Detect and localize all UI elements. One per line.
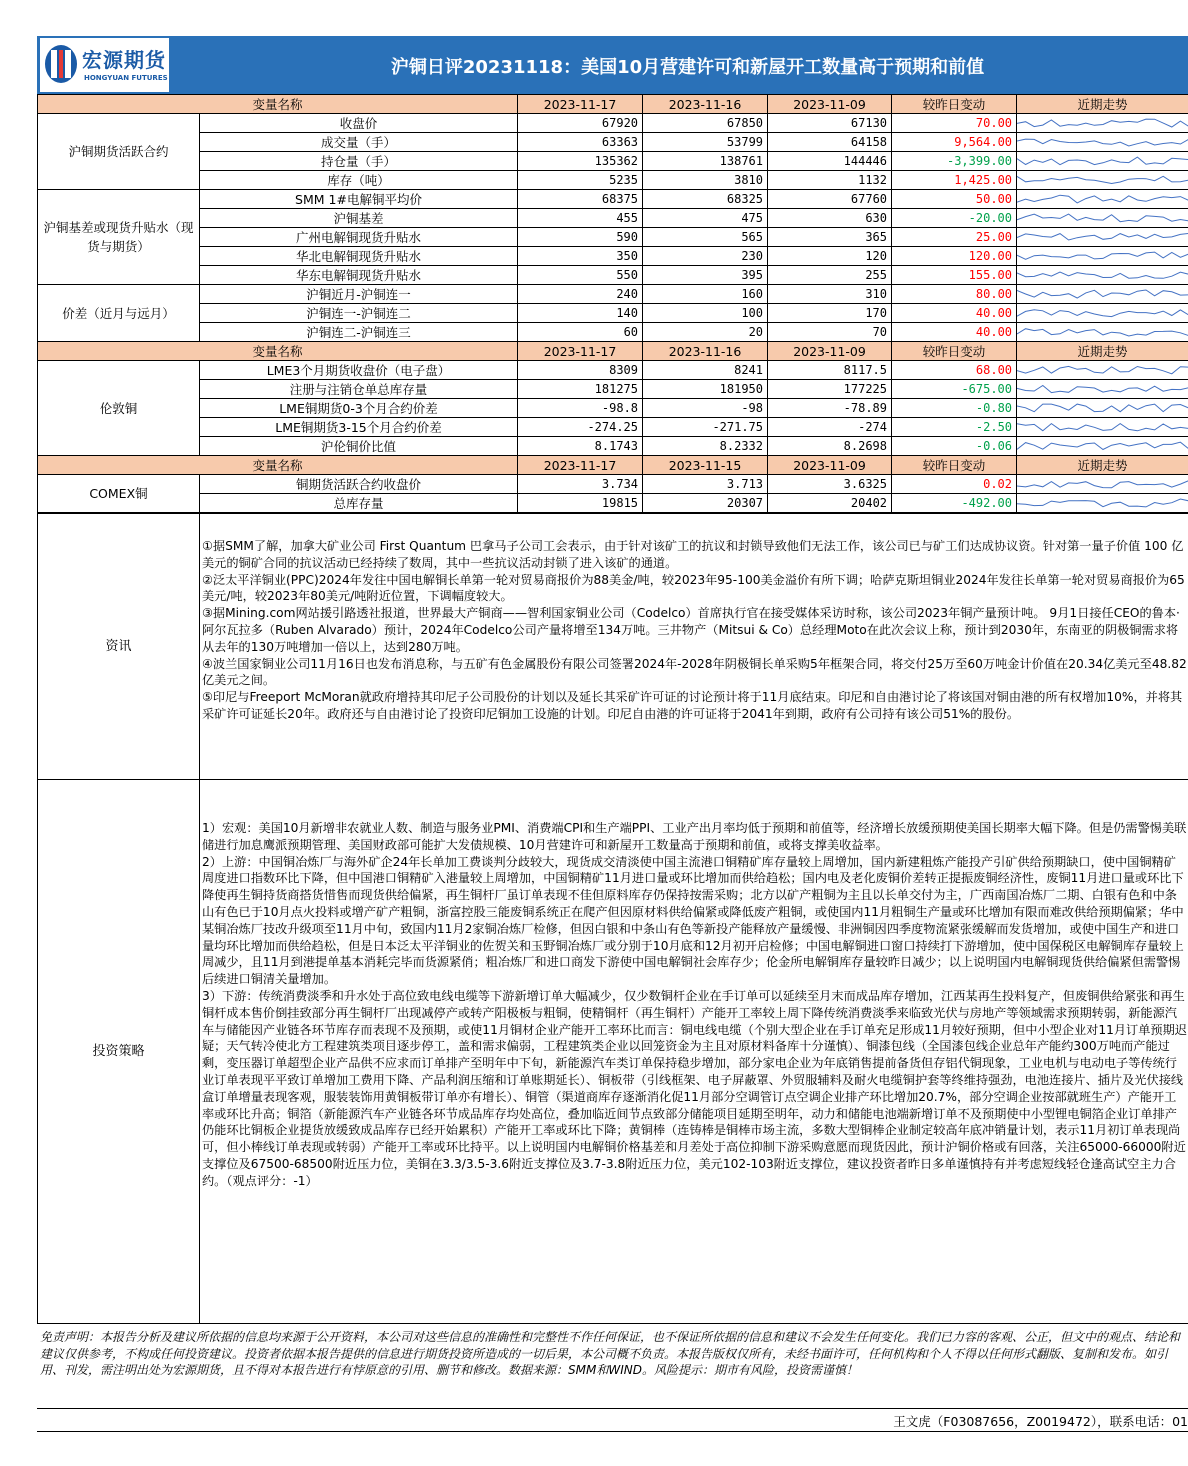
strategy-content <box>200 780 1188 1324</box>
value-cell: 8117.5 <box>768 361 892 380</box>
value-cell: 310 <box>768 285 892 304</box>
value-cell: 3810 <box>643 171 768 190</box>
table-row <box>38 171 1188 190</box>
change-cell: -20.00 <box>892 209 1017 228</box>
change-cell: -675.00 <box>892 380 1017 399</box>
variable-name: 沪伦铜价比值 <box>200 437 518 456</box>
variable-name: 收盘价 <box>200 114 518 133</box>
column-header: 2023-11-16 <box>643 342 768 361</box>
sparkline-icon <box>1017 418 1188 436</box>
value-cell: 135362 <box>518 152 643 171</box>
value-cell: 53799 <box>643 133 768 152</box>
column-header: 2023-11-09 <box>768 456 892 475</box>
sparkline-icon <box>1017 323 1188 341</box>
value-cell: 67920 <box>518 114 643 133</box>
table-row <box>38 114 1188 133</box>
news-content <box>200 514 1188 780</box>
trend-sparkline <box>1017 380 1188 399</box>
value-cell: 144446 <box>768 152 892 171</box>
group-label: 沪铜期货活跃合约 <box>38 114 200 190</box>
change-cell: 50.00 <box>892 190 1017 209</box>
change-cell: 155.00 <box>892 266 1017 285</box>
variable-name: LME3个月期货收盘价（电子盘） <box>200 361 518 380</box>
sparkline-icon <box>1017 399 1188 417</box>
change-cell: 40.00 <box>892 323 1017 342</box>
value-cell: 590 <box>518 228 643 247</box>
value-cell: 475 <box>643 209 768 228</box>
author-contact: 王文虎（F03087656，Z0019472），联系电话：01 <box>893 1414 1188 1429</box>
sparkline-icon <box>1017 494 1188 512</box>
trend-sparkline <box>1017 361 1188 380</box>
column-header: 变量名称 <box>38 95 518 114</box>
value-cell: 8.2332 <box>643 437 768 456</box>
trend-sparkline <box>1017 323 1188 342</box>
table-row <box>38 228 1188 247</box>
value-cell: 3.6325 <box>768 475 892 494</box>
sparkline-icon <box>1017 247 1188 265</box>
value-cell: 455 <box>518 209 643 228</box>
value-cell: 5235 <box>518 171 643 190</box>
variable-name: 铜期货活跃合约收盘价 <box>200 475 518 494</box>
news-label: 资讯 <box>38 514 200 780</box>
value-cell: 395 <box>643 266 768 285</box>
value-cell: -98 <box>643 399 768 418</box>
variable-name: 华北电解铜现货升贴水 <box>200 247 518 266</box>
table-row <box>38 323 1188 342</box>
value-cell: 8241 <box>643 361 768 380</box>
strategy-label: 投资策略 <box>38 780 200 1324</box>
table-row <box>38 361 1188 380</box>
value-cell: 181275 <box>518 380 643 399</box>
change-cell: 0.02 <box>892 475 1017 494</box>
change-cell: -0.06 <box>892 437 1017 456</box>
value-cell: 70 <box>768 323 892 342</box>
column-header: 2023-11-17 <box>518 456 643 475</box>
trend-sparkline <box>1017 228 1188 247</box>
variable-name: 沪铜连二-沪铜连三 <box>200 323 518 342</box>
variable-name: 成交量（手） <box>200 133 518 152</box>
value-cell: 138761 <box>643 152 768 171</box>
value-cell: 550 <box>518 266 643 285</box>
sparkline-icon <box>1017 152 1188 170</box>
section-header-row <box>38 95 1188 114</box>
trend-sparkline <box>1017 437 1188 456</box>
table-row <box>38 418 1188 437</box>
table-row <box>38 437 1188 456</box>
trend-sparkline <box>1017 285 1188 304</box>
value-cell: -274 <box>768 418 892 437</box>
value-cell: 19815 <box>518 494 643 513</box>
value-cell: 100 <box>643 304 768 323</box>
column-header: 近期走势 <box>1017 342 1188 361</box>
value-cell: 67760 <box>768 190 892 209</box>
change-cell: 70.00 <box>892 114 1017 133</box>
news-paragraph: ③据Mining.com网站援引路透社报道，世界最大产铜商——智利国家铜业公司（Codelco）首席执行官在接受媒体采访时称，该公司2023年铜产量预计吨。 9月1日接任CEO的鲁本·阿尔瓦拉多（Ruben Alvarado）预计，2024年Codelco公司产量将增至134万吨。三井物产（Mitsui & Co）总经理Moto在此次会议上称，预计到2030年，东南亚的阴极铜需求将从去年的130万吨增加一倍以上，达到280万吨。 <box>202 606 1180 654</box>
value-cell: 240 <box>518 285 643 304</box>
value-cell: 8309 <box>518 361 643 380</box>
column-header: 2023-11-15 <box>643 456 768 475</box>
value-cell: 64158 <box>768 133 892 152</box>
sparkline-icon <box>1017 114 1188 132</box>
sparkline-icon <box>1017 437 1188 455</box>
sparkline-icon <box>1017 266 1188 284</box>
value-cell: 120 <box>768 247 892 266</box>
sparkline-icon <box>1017 171 1188 189</box>
hongyuan-logo-icon <box>44 44 78 84</box>
value-cell: 20402 <box>768 494 892 513</box>
sparkline-icon <box>1017 228 1188 246</box>
value-cell: 230 <box>643 247 768 266</box>
trend-sparkline <box>1017 266 1188 285</box>
section-header-row <box>38 456 1188 475</box>
group-label: 伦敦铜 <box>38 361 200 456</box>
change-cell: 80.00 <box>892 285 1017 304</box>
news-paragraph: ①据SMM了解，加拿大矿业公司 First Quantum 巴拿马子公司工会表示，由于针对该矿工的抗议和封锁导致他们无法工作，该公司已与矿工们达成协议资。针对第一量子价值 100 亿美元的铜矿合同的抗议活动已经持续了数周，其中一些抗议活动封锁了进入该矿的通道。 <box>202 539 1184 570</box>
table-row <box>38 399 1188 418</box>
logo-text-en: HONGYUAN FUTURES <box>84 74 168 82</box>
value-cell: 365 <box>768 228 892 247</box>
sparkline-icon <box>1017 133 1188 151</box>
variable-name: 注册与注销仓单总库存量 <box>200 380 518 399</box>
value-cell: 67850 <box>643 114 768 133</box>
value-cell: 60 <box>518 323 643 342</box>
variable-name: 总库存量 <box>200 494 518 513</box>
report-header <box>37 36 1188 94</box>
table-row <box>38 304 1188 323</box>
trend-sparkline <box>1017 209 1188 228</box>
value-cell: 177225 <box>768 380 892 399</box>
trend-sparkline <box>1017 418 1188 437</box>
column-header: 较昨日变动 <box>892 342 1017 361</box>
column-header: 变量名称 <box>38 456 518 475</box>
strategy-paragraph: 1）宏观：美国10月新增非农就业人数、制造与服务业PMI、消费端CPI和生产端PPI、工业产出月率均低于预期和前值等，经济增长放缓预期使美国长期率大幅下降。但是仍需警惕美联储进行加息鹰派预期管理、美国财政部可能扩大发债规模、10月营建许可和新屋开工数量高于预期和前值，或将支撑美收益率。 <box>202 821 1187 852</box>
column-header: 2023-11-09 <box>768 342 892 361</box>
table-row <box>38 266 1188 285</box>
variable-name: 沪铜连一-沪铜连二 <box>200 304 518 323</box>
table-row <box>38 285 1188 304</box>
column-header: 较昨日变动 <box>892 95 1017 114</box>
value-cell: 140 <box>518 304 643 323</box>
trend-sparkline <box>1017 399 1188 418</box>
value-cell: 630 <box>768 209 892 228</box>
value-cell: 8.2698 <box>768 437 892 456</box>
variable-name: 广州电解铜现货升贴水 <box>200 228 518 247</box>
sparkline-icon <box>1017 190 1188 208</box>
value-cell: 20 <box>643 323 768 342</box>
value-cell: 255 <box>768 266 892 285</box>
column-header: 近期走势 <box>1017 95 1188 114</box>
sparkline-icon <box>1017 285 1188 303</box>
value-cell: -271.75 <box>643 418 768 437</box>
table-row <box>38 247 1188 266</box>
trend-sparkline <box>1017 190 1188 209</box>
column-header: 2023-11-16 <box>643 95 768 114</box>
report-title: 沪铜日评20231118：美国10月营建许可和新屋开工数量高于预期和前值 <box>390 57 985 78</box>
strategy-paragraph: 3）下游：传统消费淡季和升水处于高位致电线电缆等下游新增订单大幅减少，仅少数铜杆企业在手订单可以延续至月末而成品库存增加，江西某再生投料复产，但废铜供给紧张和再生铜杆成本售价倒挂致部分再生铜杆厂出现减停产或转产阳极板与粗铜，使精铜杆（再生铜杆）产能开工率较上周下降传统消费淡季来临致光伏与房地产等领域需求预期转弱，新能源汽车与储能因产业链各环节库存而表现不及预期，或使11月铜材企业产能开工率环比而言：铜电线电缆（个别大型企业在手订单充足形成11月较好预期，但中小型企业对11月订单预期迟疑；天气转冷使北方工程建筑类项目逐步停工，盖和需求偏弱，工程建筑类企业以回笼资金为主且对原材料备库十分谨慎）、铜漆包线（全国漆包线企业总年产能约300万吨而产能过剩，变压器订单超型企业产品供不应求而订单排产至明年中下旬，新能源汽车类订单保持稳步增加，部分家电企业为年底销售提前备货但存铝代铜现象，工业电机与电动电子等传统行业订单表现平平致订单增加工费用下降、产品利润压缩和订单账期延长）、铜板带（引线框架、电子屏蔽罩、外贸服辅料及耐火电缆铜护套等终维持强劲，电池连接片、插片及光伏接线盒订单增量表现客观，服装装饰用黄铜板带订单亦有增长）、铜管（渠道商库存逐渐消化促11月部分空调管订点空调企业排产环比增加20.7%，部分空调企业按部就班生产）产能开工率或环比升高；铜箔（新能源汽车产业链各环节成品库存均处高位，叠加临近间节点致部分储能项目延期至明年，动力和储能电池端新增订单不及预期使中小型锂电铜箔企业订单排产仍能环比铜板企业提货放缓致成品库存已经开始累积）产能开工率或环比下降；黄铜棒（连铸棒是铜棒市场主流，多数大型铜棒企业制定较高年底冲销量计划，表示11月初订单表现尚可，但小棒线订单表现或转弱）产能开工率或环比持平。以上说明国内电解铜价格基差和月差处于高位抑制下游采购意愿而现货因此，预计沪铜价格或有回落，关注65000-66000附近支撑位及67500-68500附近压力位，美铜在3.3/3.5-3.6附近支撑位及3.7-3.8附近压力位，美元102-103附近支撑位，建议投资者昨日多单谨慎持有并考虑短线轻仓逢高试空主力合约。（观点评分：-1） <box>202 988 1187 1188</box>
news-paragraph: ②泛太平洋铜业(PPC)2024年发往中国电解铜长单第一轮对贸易商报价为88美金/吨，较2023年95-100美金溢价有所下调；哈萨克斯坦铜业2024年发往长单第一轮对贸易商报价为65美元/吨，较2023年80美元/吨附近位置，下调幅度较大。 <box>202 572 1185 604</box>
sparkline-icon <box>1017 361 1188 379</box>
strategy-paragraph: 2）上游：中国铜冶炼厂与海外矿企24年长单加工费谈判分歧较大，现货成交清淡使中国主流港口铜精矿库存量较上周增加，国内新建粗炼产能投产引矿供给预期缺口，使中国铜精矿周度进口指数环比下降，但中国港口铜精矿入港量较上周增加，中国铜精矿11月进口量或环比增加而供给趋松；国内电及老化废铜价差转正提振废铜经济性，废铜11月进口量或环比下降使再生铜持货商搭货惜售而现货供给偏紧，再生铜杆厂虽订单表现不佳但原料库存仍保持按需采购；北方以矿产粗铜为主且以长单交付为主，广西南国冶炼厂二期、白银有色和中条山有色已于10月点火投料或增产矿产粗铜，浙富控股三能废铜系统正在爬产但因原材料供给偏紧或降低废产粗铜，或使国内11月粗铜生产量或环比增加有限而难改供给预期偏紧；华中某铜冶炼厂技改升级项至11月中旬，致国内11月2家铜冶炼厂检修，但因白银和中条山有色等新投产能释放产量缓慢、非洲铜因四季度物流紧张缓解而发货增加，或使中国生产和进口量均环比增加而供给趋松，但是日本泛太平洋铜业的佐贺关和玉野铜冶炼厂或分别于10月底和12月初开启检修；中国电解铜进口窗口持续打下游增加，使中国保税区电解铜库存量较上周减少，且11月到港提单基本消耗完毕而货源紧俏；粗冶炼厂和进口商发下游使中国电解铜社会库存少；伦金所电解铜库存量较昨日减少；以上说明国内电解铜现货供给偏紧但需警惕后续进口铜清关量增加。 <box>202 854 1184 987</box>
sparkline-icon <box>1017 209 1188 227</box>
trend-sparkline <box>1017 171 1188 190</box>
trend-sparkline <box>1017 114 1188 133</box>
change-cell: -2.50 <box>892 418 1017 437</box>
value-cell: -98.8 <box>518 399 643 418</box>
variable-name: 库存（吨） <box>200 171 518 190</box>
text-table <box>37 513 1188 1324</box>
value-cell: 565 <box>643 228 768 247</box>
value-cell: -78.89 <box>768 399 892 418</box>
column-header: 近期走势 <box>1017 456 1188 475</box>
trend-sparkline <box>1017 475 1188 494</box>
variable-name: 持仓量（手） <box>200 152 518 171</box>
value-cell: -274.25 <box>518 418 643 437</box>
value-cell: 68375 <box>518 190 643 209</box>
value-cell: 350 <box>518 247 643 266</box>
column-header: 2023-11-17 <box>518 95 643 114</box>
change-cell: -492.00 <box>892 494 1017 513</box>
table-row <box>38 133 1188 152</box>
variable-name: LME铜期货0-3个月合约价差 <box>200 399 518 418</box>
trend-sparkline <box>1017 133 1188 152</box>
value-cell: 3.713 <box>643 475 768 494</box>
value-cell: 170 <box>768 304 892 323</box>
value-cell: 181950 <box>643 380 768 399</box>
change-cell: 40.00 <box>892 304 1017 323</box>
sparkline-icon <box>1017 380 1188 398</box>
table-row <box>38 152 1188 171</box>
section-header-row <box>38 342 1188 361</box>
value-cell: 68325 <box>643 190 768 209</box>
trend-sparkline <box>1017 304 1188 323</box>
change-cell: 120.00 <box>892 247 1017 266</box>
trend-sparkline <box>1017 494 1188 513</box>
group-label: 价差（近月与远月） <box>38 285 200 342</box>
change-cell: -0.80 <box>892 399 1017 418</box>
news-paragraph: ④波兰国家铜业公司11月16日也发布消息称，与五矿有色金属股份有限公司签署2024年-2028年阴极铜长单采购5年框架合同，将交付25万至60万吨金计价值在20.34亿美元至48.82亿美元之间。 <box>202 656 1187 688</box>
value-cell: 20307 <box>643 494 768 513</box>
disclaimer: 免责声明：本报告分析及建议所依据的信息均来源于公开资料，本公司对这些信息的准确性和完整性不作任何保证，也不保证所依据的信息和建议不会发生任何变化。我们已力容的客观、公正，但文中的观点、结论和建议仅供参考，不构成任何投资建议。投资者依据本报告提供的信息进行期货投资所造成的一切后果，本公司概不负责。本报告版权仅所有，未经书面许可，任何机构和个人不得以任何形式翻版、复制和发布。如引用、刊发，需注明出处为宏源期货，且不得对本报告进行有悖原意的引用、删节和修改。数据来源：SMM和WIND。风险提示：期市有风险，投资需谨慎！ <box>40 1330 1181 1378</box>
value-cell: 8.1743 <box>518 437 643 456</box>
change-cell: -3,399.00 <box>892 152 1017 171</box>
change-cell: 1,425.00 <box>892 171 1017 190</box>
report-sheet <box>37 36 1188 1400</box>
column-header: 2023-11-17 <box>518 342 643 361</box>
author-line <box>37 1408 1188 1432</box>
change-cell: 25.00 <box>892 228 1017 247</box>
table-row <box>38 475 1188 494</box>
variable-name: LME铜期货3-15个月合约价差 <box>200 418 518 437</box>
variable-name: 沪铜基差 <box>200 209 518 228</box>
sparkline-icon <box>1017 304 1188 322</box>
group-label: COMEX铜 <box>38 475 200 513</box>
column-header: 2023-11-09 <box>768 95 892 114</box>
table-row <box>38 380 1188 399</box>
company-logo <box>40 38 169 92</box>
logo-text-cn: 宏源期货 <box>82 48 166 72</box>
change-cell: 68.00 <box>892 361 1017 380</box>
news-paragraph: ⑤印尼与Freeport McMoran就政府增持其印尼子公司股份的计划以及延长其采矿许可证的讨论预计将于11月底结束。印尼和自由港讨论了将该国对铜由港的所有权增加10%，并将其采矿许可证延长20年。政府还与自由港讨论了投资印尼铜加工设施的计划。印尼自由港的许可证将于2041年到期，政府有公司持有该公司51%的股份。 <box>202 690 1183 721</box>
data-table <box>37 94 1188 513</box>
column-header: 变量名称 <box>38 342 518 361</box>
column-header: 较昨日变动 <box>892 456 1017 475</box>
value-cell: 63363 <box>518 133 643 152</box>
table-row <box>38 190 1188 209</box>
value-cell: 67130 <box>768 114 892 133</box>
table-row <box>38 494 1188 513</box>
value-cell: 160 <box>643 285 768 304</box>
change-cell: 9,564.00 <box>892 133 1017 152</box>
table-row <box>38 209 1188 228</box>
sparkline-icon <box>1017 475 1188 493</box>
value-cell: 3.734 <box>518 475 643 494</box>
trend-sparkline <box>1017 247 1188 266</box>
variable-name: 华东电解铜现货升贴水 <box>200 266 518 285</box>
variable-name: SMM 1#电解铜平均价 <box>200 190 518 209</box>
value-cell: 1132 <box>768 171 892 190</box>
trend-sparkline <box>1017 152 1188 171</box>
variable-name: 沪铜近月-沪铜连一 <box>200 285 518 304</box>
group-label: 沪铜基差或现货升贴水（现货与期货） <box>38 190 200 285</box>
